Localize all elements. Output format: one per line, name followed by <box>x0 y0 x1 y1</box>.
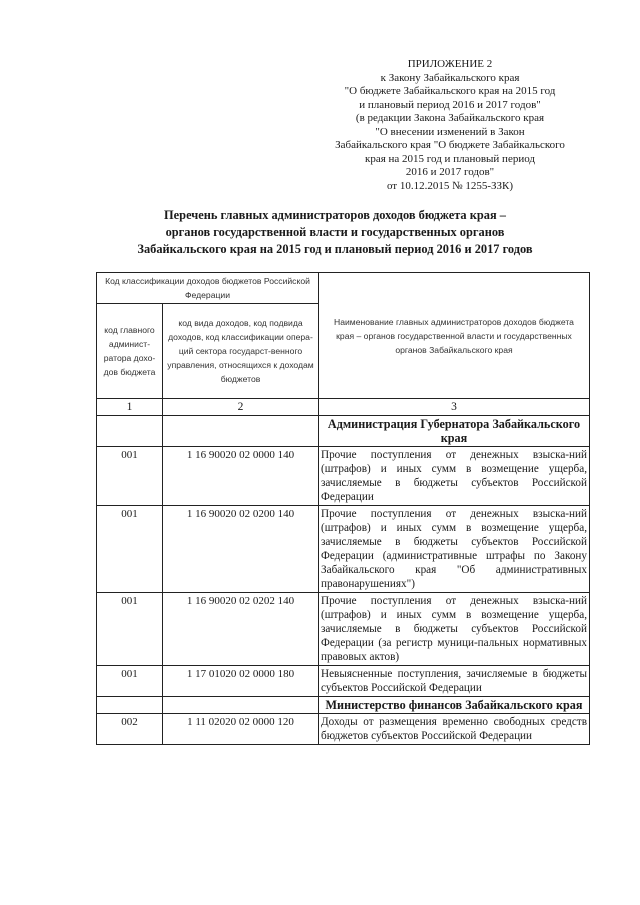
table-row <box>97 714 590 745</box>
document-title-line: Забайкальского края на 2015 год и плановый период 2016 и 2017 годов <box>137 242 533 256</box>
income-name: Прочие поступления от денежных взыска-ний (штрафов) и иных сумм в возмещение ущерба, зачисляемые в бюджеты субъектов Российской Федерации (административные штрафы по Закону Забайкальского края "Об административных правонарушениях") <box>319 506 590 593</box>
section-title: Министерство финансов Забайкальского края <box>319 697 590 714</box>
empty-cell <box>163 416 319 447</box>
table-row <box>97 447 590 506</box>
section-row <box>97 416 590 447</box>
admin-code: 001 <box>97 447 163 506</box>
administrators-table <box>96 272 590 745</box>
appendix-header-line: и плановый период 2016 и 2017 годов" <box>359 98 541 111</box>
appendix-header-line: Забайкальского края "О бюджете Забайкальского <box>335 139 565 151</box>
appendix-header-line: края на 2015 год и плановый период <box>364 152 535 165</box>
empty-cell <box>97 416 163 447</box>
group-header-cell: Код классификации доходов бюджетов Российской Федерации <box>97 273 319 304</box>
column-number: 2 <box>163 399 319 416</box>
admin-code: 001 <box>97 666 163 697</box>
admin-code: 002 <box>97 714 163 745</box>
column-number: 3 <box>319 399 590 416</box>
table-row <box>97 506 590 593</box>
income-code: 1 11 02020 02 0000 120 <box>163 714 319 745</box>
appendix-header-line: к Закону Забайкальского края <box>380 71 520 84</box>
document-title-line: органов государственной власти и государственных органов <box>165 225 505 239</box>
document-title <box>70 207 600 258</box>
appendix-header-line: от 10.12.2015 № 1255-ЗЗК) <box>386 179 514 192</box>
table-header-row <box>97 273 590 304</box>
income-code: 1 16 90020 02 0200 140 <box>163 506 319 593</box>
table-row <box>97 666 590 697</box>
appendix-header <box>300 58 600 193</box>
table-row <box>97 593 590 666</box>
income-code: 1 16 90020 02 0000 140 <box>163 447 319 506</box>
appendix-header-line: 2016 и 2017 годов" <box>405 166 495 178</box>
income-name: Невыясненные поступления, зачисляемые в бюджеты субъектов Российской Федерации <box>319 666 590 697</box>
admin-code: 001 <box>97 593 163 666</box>
income-name: Доходы от размещения временно свободных средств бюджетов субъектов Российской Федерации <box>319 714 590 745</box>
appendix-header-line: "О внесении изменений в Закон <box>375 125 525 138</box>
column-numbers-row <box>97 399 590 416</box>
col3-header-cell: Наименование главных администраторов доходов бюджета края – органов государственной власти и государственных органов Забайкальского края <box>319 273 590 399</box>
section-row <box>97 697 590 714</box>
col2-header-cell: код вида доходов, код подвида доходов, код классификации опера-ций сектора государст-венного управления, относящихся к доходам бюджетов <box>163 304 319 399</box>
appendix-header-line: ПРИЛОЖЕНИЕ 2 <box>407 58 493 70</box>
income-code: 1 17 01020 02 0000 180 <box>163 666 319 697</box>
column-number: 1 <box>97 399 163 416</box>
empty-cell <box>163 697 319 714</box>
income-code: 1 16 90020 02 0202 140 <box>163 593 319 666</box>
empty-cell <box>97 697 163 714</box>
income-name: Прочие поступления от денежных взыска-ний (штрафов) и иных сумм в возмещение ущерба, зачисляемые в бюджеты субъектов Российской Федерации (за регистр муници-пальных нормативных правовых актов) <box>319 593 590 666</box>
admin-code: 001 <box>97 506 163 593</box>
appendix-header-line: "О бюджете Забайкальского края на 2015 год <box>344 85 556 97</box>
section-title: Администрация Губернатора Забайкальского края <box>319 416 590 447</box>
income-name: Прочие поступления от денежных взыска-ний (штрафов) и иных сумм в возмещение ущерба, зачисляемые в бюджеты субъектов Российской Федерации <box>319 447 590 506</box>
col1-header-cell: код главного админист-ратора дохо-дов бюджета <box>97 304 163 399</box>
appendix-header-line: (в редакции Закона Забайкальского края <box>355 112 545 124</box>
document-title-line: Перечень главных администраторов доходов бюджета края – <box>164 208 506 222</box>
